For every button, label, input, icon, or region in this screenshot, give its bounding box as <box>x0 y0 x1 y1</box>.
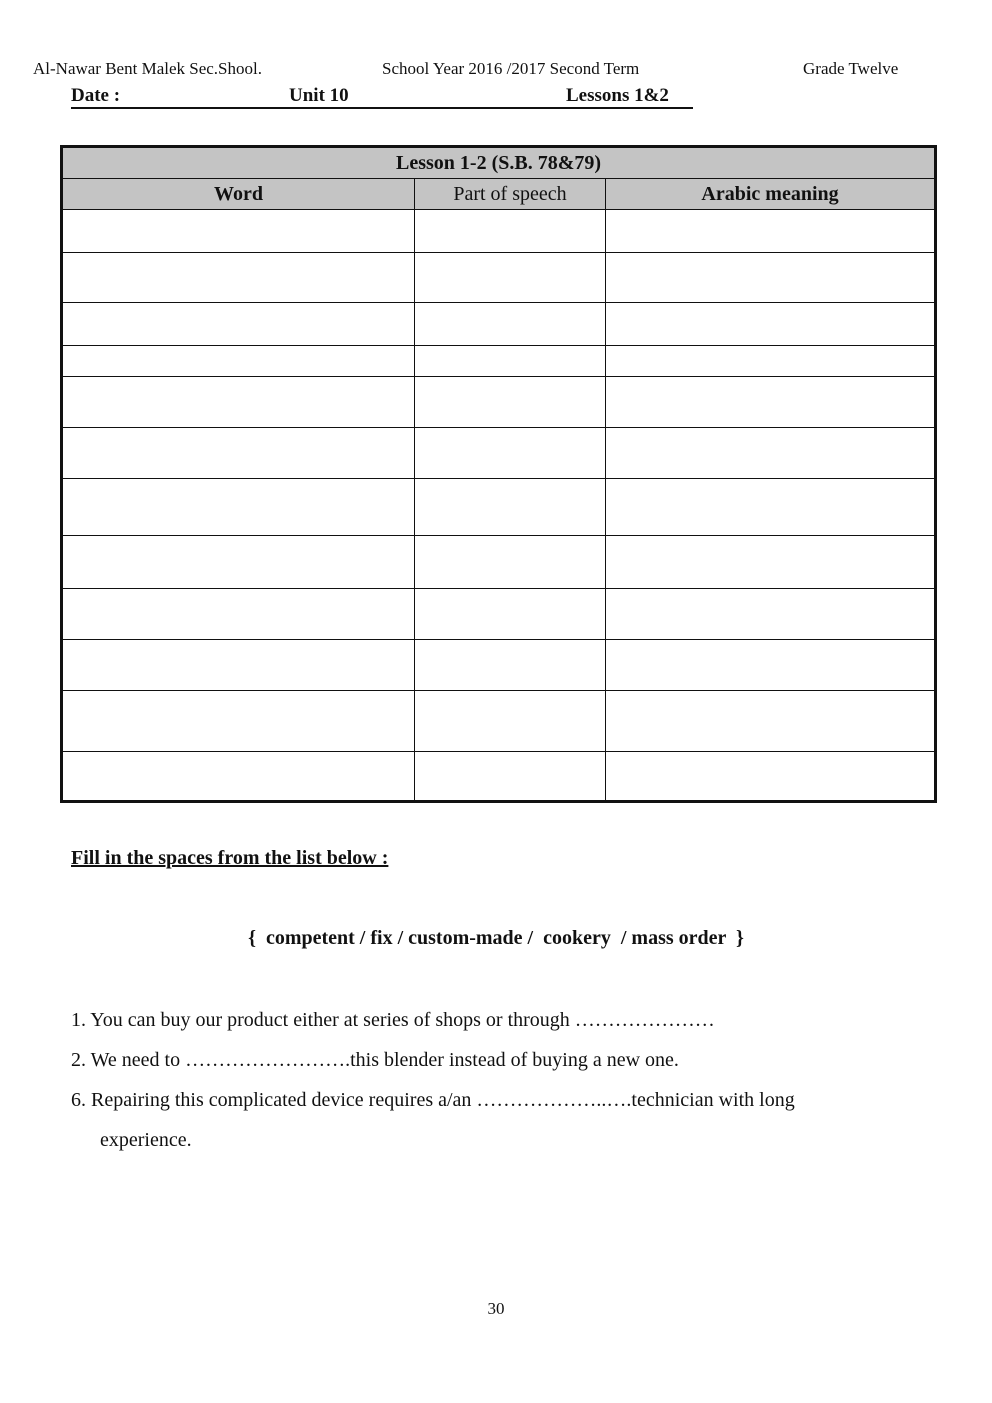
arabic-meaning-cell[interactable] <box>606 210 936 253</box>
arabic-meaning-cell[interactable] <box>606 346 936 377</box>
arabic-meaning-cell[interactable] <box>606 640 936 691</box>
arabic-meaning-cell[interactable] <box>606 589 936 640</box>
vocabulary-table <box>60 145 937 803</box>
sentence-6-continuation: experience. <box>100 1129 192 1151</box>
arabic-meaning-cell[interactable] <box>606 253 936 303</box>
table-row <box>62 640 936 691</box>
part-of-speech-cell[interactable] <box>415 752 606 802</box>
column-header-arabic-meaning: Arabic meaning <box>606 179 936 210</box>
column-header-part-of-speech: Part of speech <box>415 179 606 210</box>
arabic-meaning-cell[interactable] <box>606 752 936 802</box>
page-number: 30 <box>487 1299 505 1318</box>
table-row <box>62 210 936 253</box>
word-cell[interactable] <box>62 346 415 377</box>
part-of-speech-cell[interactable] <box>415 428 606 479</box>
school-name: Al-Nawar Bent Malek Sec.Shool. <box>33 59 262 78</box>
table-row <box>62 377 936 428</box>
part-of-speech-cell[interactable] <box>415 377 606 428</box>
table-title: Lesson 1-2 (S.B. 78&79) <box>62 147 936 179</box>
table-row <box>62 691 936 752</box>
table-row <box>62 536 936 589</box>
word-cell[interactable] <box>62 640 415 691</box>
arabic-meaning-cell[interactable] <box>606 303 936 346</box>
arabic-meaning-cell[interactable] <box>606 479 936 536</box>
sentence-2: 2. We need to …………………….this blender instead of buying a new one. <box>71 1049 679 1071</box>
grade-label: Grade Twelve <box>803 59 899 78</box>
word-cell[interactable] <box>62 253 415 303</box>
part-of-speech-cell[interactable] <box>415 479 606 536</box>
arabic-meaning-cell[interactable] <box>606 428 936 479</box>
table-header-row <box>62 179 936 210</box>
part-of-speech-cell[interactable] <box>415 691 606 752</box>
word-cell[interactable] <box>62 303 415 346</box>
table-row <box>62 479 936 536</box>
part-of-speech-cell[interactable] <box>415 640 606 691</box>
part-of-speech-cell[interactable] <box>415 536 606 589</box>
word-cell[interactable] <box>62 428 415 479</box>
word-cell[interactable] <box>62 589 415 640</box>
table-row <box>62 752 936 802</box>
word-list: { competent / fix / custom-made / cookery / mass order } <box>248 927 744 949</box>
exercise-instruction: Fill in the spaces from the list below : <box>71 847 389 869</box>
column-header-word: Word <box>62 179 415 210</box>
part-of-speech-cell[interactable] <box>415 346 606 377</box>
table-title-row <box>62 147 936 179</box>
header-line <box>71 84 693 109</box>
arabic-meaning-cell[interactable] <box>606 691 936 752</box>
word-cell[interactable] <box>62 377 415 428</box>
sentence-6: 6. Repairing this complicated device requires a/an ………………..….technician with long <box>71 1089 795 1111</box>
part-of-speech-cell[interactable] <box>415 303 606 346</box>
word-cell[interactable] <box>62 752 415 802</box>
date-label: Date : <box>71 85 121 106</box>
table-row <box>62 589 936 640</box>
part-of-speech-cell[interactable] <box>415 589 606 640</box>
arabic-meaning-cell[interactable] <box>606 377 936 428</box>
unit-label: Unit 10 <box>289 85 349 106</box>
word-cell[interactable] <box>62 479 415 536</box>
table-row <box>62 346 936 377</box>
part-of-speech-cell[interactable] <box>415 253 606 303</box>
table-row <box>62 303 936 346</box>
school-year: School Year 2016 /2017 Second Term <box>382 59 640 78</box>
lessons-label: Lessons 1&2 <box>566 85 669 106</box>
table-row <box>62 428 936 479</box>
sentence-1: 1. You can buy our product either at series of shops or through ………………… <box>71 1009 715 1031</box>
table-row <box>62 253 936 303</box>
arabic-meaning-cell[interactable] <box>606 536 936 589</box>
word-cell[interactable] <box>62 210 415 253</box>
word-cell[interactable] <box>62 691 415 752</box>
part-of-speech-cell[interactable] <box>415 210 606 253</box>
word-cell[interactable] <box>62 536 415 589</box>
